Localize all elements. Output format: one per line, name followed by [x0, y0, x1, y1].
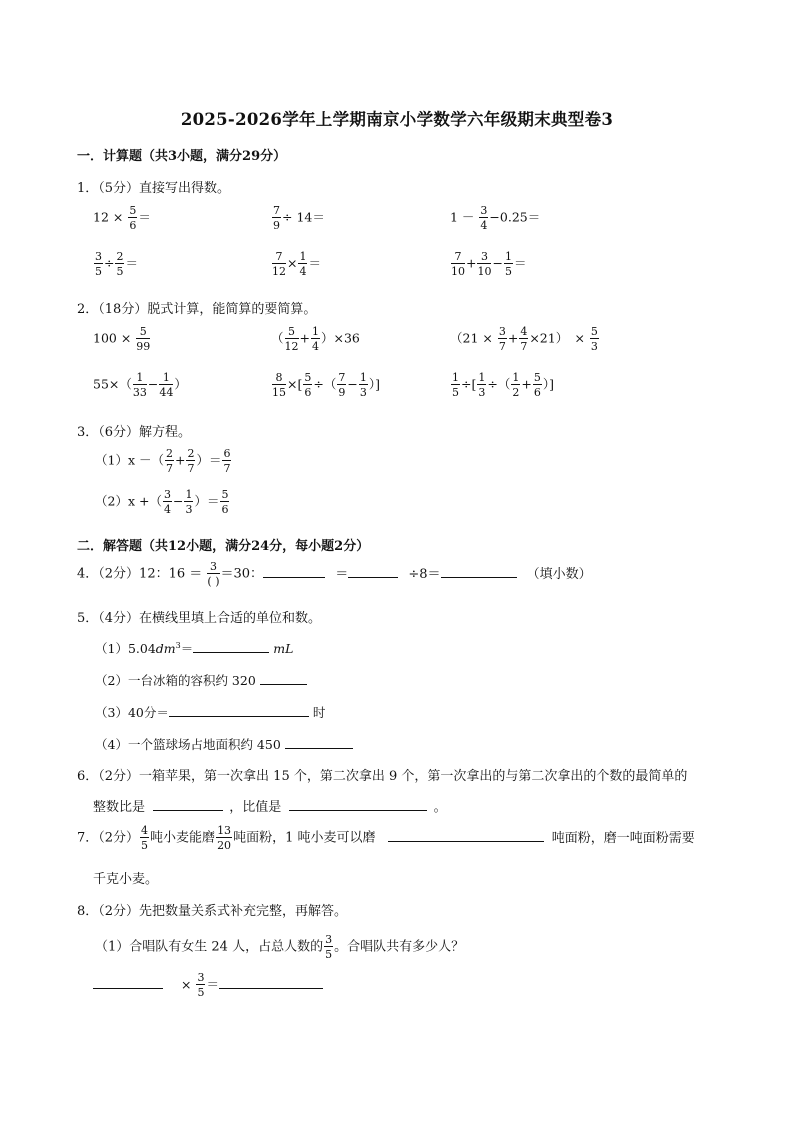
fraction [477, 372, 486, 398]
denominator: 12 [284, 340, 299, 353]
expr-text: ＝ [138, 209, 151, 225]
q5-item-3 [95, 703, 325, 721]
numerator: 5 [221, 488, 229, 501]
fraction [94, 251, 103, 277]
expr-text: ÷[ [461, 376, 477, 392]
fraction [359, 372, 368, 398]
numerator: 5 [136, 326, 150, 339]
expr-text: ＝ [308, 255, 321, 271]
numerator: 7 [451, 251, 465, 264]
expr-text: ÷ 14＝ [282, 209, 325, 225]
q2-item-1 [93, 326, 151, 352]
fraction [324, 934, 333, 960]
denominator: 20 [217, 839, 232, 852]
fraction [337, 372, 346, 398]
question-7-line-2: 千克小麦。 [93, 872, 159, 887]
expr-text: ） [174, 376, 187, 392]
q3-equation-2 [95, 489, 230, 515]
numerator: 6 [223, 447, 231, 460]
answer-blank[interactable] [441, 565, 517, 578]
numerator: 7 [272, 251, 286, 264]
question-6-line-1: 6．（2分）一箱苹果，第一次拿出 15 个，第二次拿出 9 个，第一次拿出的与第二次拿出的个数的最简单的 [77, 769, 688, 784]
question-1-header: 1．（5分）直接写出得数。 [77, 181, 231, 196]
answer-blank[interactable] [388, 829, 544, 842]
denominator: 5 [95, 265, 102, 278]
q6-text: 。 [433, 800, 447, 815]
fraction [128, 205, 137, 231]
denominator: 4 [299, 265, 307, 278]
numerator: 1 [312, 325, 319, 338]
denominator: 7 [498, 340, 506, 353]
denominator: 5 [197, 986, 205, 999]
answer-blank[interactable] [260, 672, 307, 685]
operator: − [347, 376, 358, 392]
fraction [216, 825, 232, 851]
q1-item-5 [271, 251, 321, 277]
question-7-line-1 [77, 825, 695, 851]
numerator: 4 [520, 325, 528, 338]
fraction [511, 372, 520, 398]
expr-text: ×21） × [529, 330, 585, 346]
numerator: 8 [272, 372, 286, 385]
item-text: 时 [312, 705, 326, 720]
item-text: ＝ [180, 641, 194, 656]
denominator: 9 [338, 386, 346, 399]
q6-text: ，比值是 [229, 800, 282, 815]
q5-item-1 [95, 639, 293, 657]
denominator: 2 [512, 386, 520, 399]
answer-blank[interactable] [289, 798, 427, 811]
answer-blank[interactable] [93, 976, 163, 989]
q8-relation-equation [93, 972, 323, 998]
expr-text: ＝ [513, 255, 527, 271]
q2-item-2 [271, 326, 360, 352]
operator: ＝ [206, 976, 219, 992]
numerator: 2 [165, 447, 173, 460]
q4-text: ÷8＝ [408, 566, 441, 582]
q8-subquestion-1 [95, 934, 464, 960]
q1-item-3 [450, 205, 540, 231]
fraction [298, 251, 307, 277]
item-text: （1）5.04 [95, 641, 156, 656]
denominator: 3 [478, 386, 486, 399]
q7-text: 吨小麦能磨 [150, 830, 216, 846]
q4-text: ＝30： [220, 566, 264, 582]
q1-item-4 [93, 251, 138, 277]
question-8-header: 8．（2分）先把数量关系式补充完整，再解答。 [77, 904, 348, 919]
fraction [451, 251, 465, 277]
numerator: 3 [325, 933, 333, 946]
answer-blank[interactable] [169, 704, 309, 717]
q1-item-6 [450, 251, 526, 277]
fraction [504, 251, 513, 277]
q2-item-6 [450, 372, 554, 398]
expr-text: ）＝ [194, 493, 220, 509]
operator: − [172, 493, 184, 509]
page-title: 2025-2026学年上学期南京小学数学六年级期末典型卷3 [180, 110, 614, 129]
expr-text: 1 － [450, 209, 475, 225]
fraction [285, 326, 299, 352]
expr-text: −0.25＝ [489, 209, 541, 225]
denominator: 6 [129, 219, 137, 232]
question-4 [77, 561, 592, 587]
fraction [159, 372, 173, 398]
expr-text: ÷（ [313, 376, 337, 392]
expr-text: 55×（ [93, 376, 132, 392]
unit-text: mL [273, 641, 294, 656]
numerator: 3 [498, 325, 506, 338]
section-heading-solve: 二．解答题（共12小题，满分24分，每小题2分） [77, 539, 370, 554]
operator: ÷ [104, 255, 115, 271]
numerator: 1 [512, 371, 520, 384]
answer-blank[interactable] [193, 640, 269, 653]
q7-text: 吨面粉，1 吨小麦可以磨 [233, 830, 376, 846]
operator: − [147, 376, 159, 392]
operator: + [507, 330, 519, 346]
fraction [136, 326, 150, 352]
fraction [498, 326, 507, 352]
fraction [519, 326, 528, 352]
denominator: 44 [159, 386, 174, 399]
q7-text: 7．（2分） [77, 830, 140, 846]
fraction [590, 326, 599, 352]
q4-text: 4．（2分）12：16 ＝ [77, 566, 203, 582]
numerator: 1 [452, 371, 459, 384]
numerator: 4 [141, 824, 149, 837]
q2-item-4 [93, 372, 187, 398]
numerator: 1 [185, 488, 193, 501]
fraction [186, 448, 195, 474]
numerator: 1 [159, 372, 173, 385]
answer-blank[interactable] [348, 565, 398, 578]
question-2-header: 2．（18分）脱式计算，能简算的要简算。 [77, 302, 317, 317]
q1-item-2 [271, 205, 325, 231]
answer-blank[interactable] [219, 976, 323, 989]
denominator: 99 [136, 340, 151, 353]
expr-text: ）＝ [196, 452, 222, 468]
denominator: 15 [272, 386, 286, 399]
denominator: 7 [187, 462, 195, 475]
question-5-header: 5．（4分）在横线里填上合适的单位和数。 [77, 611, 322, 626]
q6-text: 整数比是 [93, 800, 146, 815]
fraction [272, 205, 281, 231]
numerator: 3 [163, 488, 171, 501]
denominator: 6 [304, 386, 312, 399]
numerator: 5 [533, 371, 541, 384]
operator: × [180, 976, 192, 992]
fraction [133, 372, 147, 398]
numerator: 3 [197, 971, 205, 984]
fraction [303, 372, 312, 398]
expr-text: （2）x +（ [95, 493, 162, 509]
numerator: 3 [95, 250, 102, 263]
denominator: 10 [451, 265, 465, 278]
numerator: 1 [504, 250, 512, 263]
answer-blank[interactable] [263, 565, 325, 578]
expr-text: 100 × [93, 330, 132, 346]
denominator: 3 [359, 386, 367, 399]
fraction [451, 372, 460, 398]
operator: + [521, 376, 532, 392]
operator: × [287, 255, 298, 271]
q4-note: （填小数） [526, 566, 592, 582]
denominator: 6 [221, 503, 229, 516]
section-heading-calculation: 一．计算题（共3小题，满分29分） [77, 149, 287, 164]
numerator: 7 [338, 371, 346, 384]
numerator: 1 [478, 371, 486, 384]
answer-blank[interactable] [285, 736, 353, 749]
expr-text: ）] [368, 376, 380, 392]
fraction [477, 251, 491, 277]
denominator: ( ) [207, 575, 220, 588]
question-6-line-2 [93, 796, 447, 815]
q2-item-3 [450, 326, 600, 352]
numerator: 5 [304, 371, 312, 384]
numerator: 3 [207, 561, 219, 574]
numerator: 7 [273, 204, 280, 217]
fraction [479, 205, 488, 231]
numerator: 1 [359, 371, 367, 384]
q7-text: 吨面粉，磨一吨面粉需要 [551, 830, 695, 846]
expr-text: 12 × [93, 209, 124, 225]
fraction [165, 448, 174, 474]
operator: − [492, 255, 503, 271]
numerator: 3 [477, 251, 491, 264]
numerator: 2 [187, 447, 195, 460]
denominator: 7 [165, 462, 173, 475]
q8-text: 。合唱队共有多少人？ [334, 939, 465, 955]
denominator: 5 [452, 386, 459, 399]
q4-text: ＝ [335, 566, 349, 582]
fraction [220, 489, 229, 515]
denominator: 5 [504, 265, 512, 278]
operator: + [466, 255, 477, 271]
item-text: （4）一个篮球场占地面积约 450 [95, 737, 281, 752]
q5-item-2 [95, 671, 307, 689]
denominator: 10 [477, 265, 492, 278]
expr-text: ×[ [287, 376, 303, 392]
item-text: （2）一台冰箱的容积约 320 [95, 673, 256, 688]
item-text: （3）40分＝ [95, 705, 169, 720]
expr-text: （ [271, 330, 284, 346]
expr-text: （21 × [450, 330, 493, 346]
denominator: 7 [223, 462, 231, 475]
denominator: 6 [533, 386, 541, 399]
numerator: 1 [299, 250, 307, 263]
denominator: 5 [325, 948, 333, 961]
denominator: 12 [272, 265, 286, 278]
fraction [222, 448, 231, 474]
numerator: 2 [116, 250, 124, 263]
denominator: 4 [312, 340, 319, 353]
numerator: 13 [217, 824, 232, 837]
numerator: 3 [480, 204, 488, 217]
fraction [196, 972, 205, 998]
denominator: 3 [590, 340, 598, 353]
fraction [272, 251, 286, 277]
expr-text: （1）x －（ [95, 452, 164, 468]
numerator: 5 [129, 204, 137, 217]
denominator: 5 [141, 839, 149, 852]
fraction [140, 825, 149, 851]
q5-item-4 [95, 735, 353, 753]
q1-item-1 [93, 205, 151, 231]
denominator: 9 [273, 219, 280, 232]
fraction [207, 561, 219, 587]
denominator: 7 [520, 340, 528, 353]
fraction [184, 489, 193, 515]
denominator: 4 [163, 503, 171, 516]
expr-text: ＝ [125, 255, 138, 271]
numerator: 5 [285, 326, 299, 339]
fraction [311, 326, 320, 352]
operator: + [299, 330, 310, 346]
fraction [163, 489, 172, 515]
numerator: 1 [133, 372, 147, 385]
expr-text: ÷（ [487, 376, 511, 392]
fraction [272, 372, 286, 398]
operator: + [174, 452, 186, 468]
unit-text: dm [155, 641, 176, 656]
expr-text: ）×36 [321, 330, 360, 346]
q8-text: （1）合唱队有女生 24 人，占总人数的 [95, 939, 324, 955]
exponent: 3 [175, 640, 181, 650]
denominator: 3 [185, 503, 193, 516]
question-3-header: 3．（6分）解方程。 [77, 425, 192, 440]
q2-item-5 [271, 372, 380, 398]
numerator: 5 [590, 325, 598, 338]
expr-text: ）] [542, 376, 554, 392]
denominator: 5 [116, 265, 124, 278]
answer-blank[interactable] [153, 798, 223, 811]
fraction [533, 372, 542, 398]
denominator: 4 [480, 219, 488, 232]
q3-equation-1 [95, 448, 232, 474]
denominator: 33 [132, 386, 147, 399]
fraction [115, 251, 124, 277]
